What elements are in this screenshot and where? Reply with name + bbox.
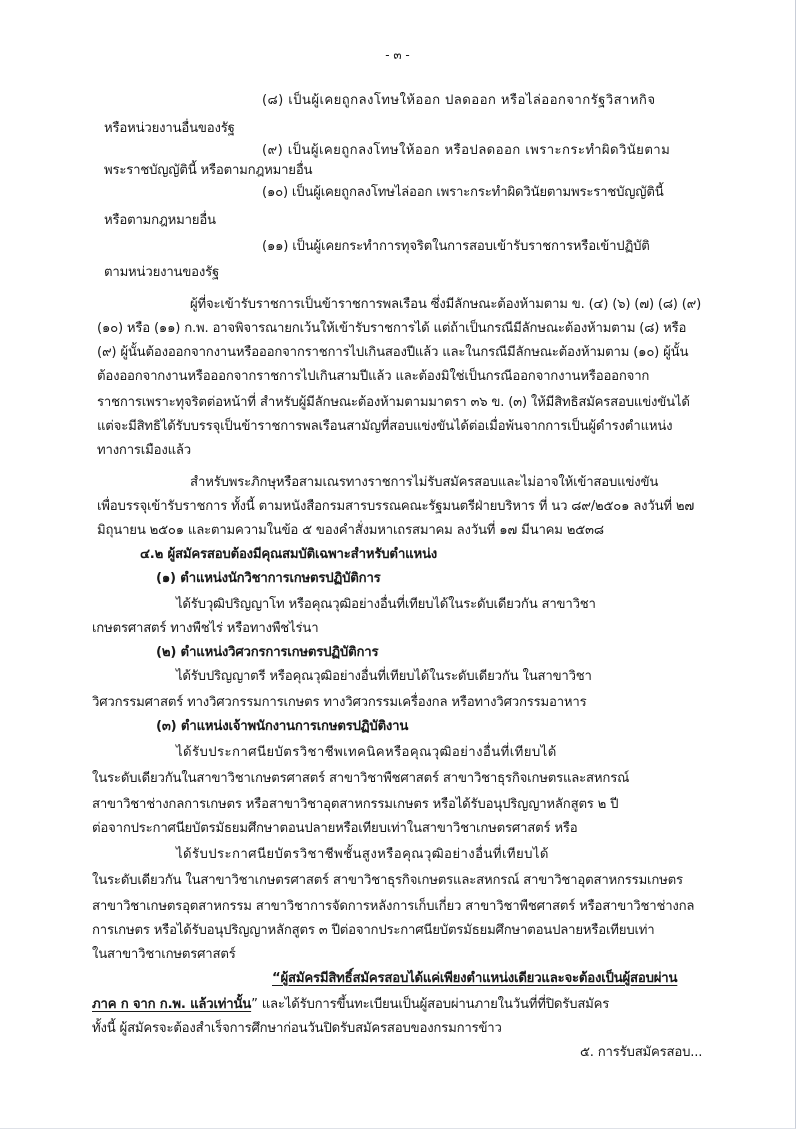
position-3-line-2: ในระดับเดียวกันในสาขาวิชาเกษตรศาสตร์ สาขาวิชาพืชศาสตร์ สาขาวิชาธุรกิจเกษตรและสหกรณ์ <box>92 771 630 786</box>
exemption-line-7: ทางการเมืองแล้ว <box>97 443 191 458</box>
position-3-line-8: การเกษตร หรือได้รับอนุปริญญาหลักสูตร ๓ ปีต่อจากประกาศนียบัตรมัธยมศึกษาตอนปลายหรือเทียบเท่า <box>92 923 655 938</box>
exemption-line-3: (๙) ผู้นั้นต้องออกจากงานหรือออกจากราชการไปเกินสองปีแล้ว และในกรณีมีลักษณะต้องห้ามตาม (๑๐) ผู้นั้น <box>97 345 689 360</box>
monk-line-1: สำหรับพระภิกษุหรือสามเณรทางราชการไม่รับสมัครสอบและไม่อาจให้เข้าสอบแข่งขัน <box>190 475 659 490</box>
disqualification-9-line1: (๙) เป็นผู้เคยถูกลงโทษให้ออก หรือปลดออก เพราะกระทำผิดวินัยตาม <box>262 143 671 158</box>
notice-emphasis-line-1: “ผู้สมัครมีสิทธิ์สมัครสอบได้แค่เพียงตำแหน่งเดียวและจะต้องเป็นผู้สอบผ่าน <box>272 971 678 986</box>
disqualification-11-line1: (๑๑) เป็นผู้เคยกระทำการทุจริตในการสอบเข้ารับราชการหรือเข้าปฏิบัติ <box>262 239 650 254</box>
position-2-title: (๒) ตำแหน่งวิศวกรการเกษตรปฏิบัติการ <box>156 645 379 660</box>
position-3-title: (๓) ตำแหน่งเจ้าพนักงานการเกษตรปฏิบัติงาน <box>156 719 409 734</box>
notice-rest-line-2: ” และได้รับการขึ้นทะเบียนเป็นผู้สอบผ่านภายในวันที่ที่ปิดรับสมัคร <box>251 997 610 1012</box>
position-3-line-9: ในสาขาวิชาเกษตรศาสตร์ <box>92 947 236 962</box>
position-3-line-1: ได้รับประกาศนียบัตรวิชาชีพเทคนิคหรือคุณวุฒิอย่างอื่นที่เทียบได้ <box>176 745 557 760</box>
notice-emphasis-line-2: ภาค ก จาก ก.พ. แล้วเท่านั้น <box>92 997 252 1012</box>
disqualification-8-line2: หรือหน่วยงานอื่นของรัฐ <box>104 121 235 136</box>
position-3-line-3: สาขาวิชาช่างกลการเกษตร หรือสาขาวิชาอุตสาหกรรมเกษตร หรือได้รับอนุปริญญาหลักสูตร ๒ ปี <box>92 797 619 812</box>
notice-line-3: ทั้งนี้ ผู้สมัครจะต้องสำเร็จการศึกษาก่อนวันปิดรับสมัครสอบของกรมการข้าว <box>92 1021 502 1036</box>
position-1-line-1: ได้รับวุฒิปริญญาโท หรือคุณวุฒิอย่างอื่นที่เทียบได้ในระดับเดียวกัน สาขาวิชา <box>176 597 596 612</box>
exemption-line-6: แต่จะมีสิทธิได้รับบรรจุเป็นข้าราชการพลเรือนสามัญที่สอบแข่งขันได้ต่อเมื่อพ้นจากการเป็นผู้ดำรงตำแหน่ง <box>97 419 673 434</box>
position-1-line-2: เกษตรศาสตร์ ทางพืชไร่ หรือทางพืชไร่นา <box>92 621 319 636</box>
notice-line-2 <box>92 996 609 1014</box>
disqualification-9-line2: พระราชบัญญัตินี้ หรือตามกฎหมายอื่น <box>104 163 313 178</box>
position-3-line-4: ต่อจากประกาศนียบัตรมัธยมศึกษาตอนปลายหรือเทียบเท่าในสาขาวิชาเกษตรศาสตร์ หรือ <box>92 821 578 836</box>
exemption-line-1: ผู้ที่จะเข้ารับราชการเป็นข้าราชการพลเรือน ซึ่งมีลักษณะต้องห้ามตาม ข. (๔) (๖) (๗) (๘) (๙) <box>190 297 702 312</box>
position-1-title: (๑) ตำแหน่งนักวิชาการเกษตรปฏิบัติการ <box>156 571 381 586</box>
section-heading-4-2: ๔.๒ ผู้สมัครสอบต้องมีคุณสมบัติเฉพาะสำหรับตำแหน่ง <box>140 547 438 562</box>
page-number: - ๓ - <box>385 48 410 62</box>
position-3-line-6: ในระดับเดียวกัน ในสาขาวิชาเกษตรศาสตร์ สาขาวิชาธุรกิจเกษตรและสหกรณ์ สาขาวิชาอุตสาหกรรมเกษตร <box>92 873 683 888</box>
disqualification-10-line1: (๑๐) เป็นผู้เคยถูกลงโทษไล่ออก เพราะกระทำผิดวินัยตามพระราชบัญญัตินี้ <box>262 185 664 200</box>
position-3-line-7: สาขาวิชาเกษตรอุตสาหกรรม สาขาวิชาการจัดการหลังการเก็บเกี่ยว สาขาวิชาพืชศาสตร์ หรือสาขาวิชาช่างกล <box>92 899 695 914</box>
position-3-line-5: ได้รับประกาศนียบัตรวิชาชีพชั้นสูงหรือคุณวุฒิอย่างอื่นที่เทียบได้ <box>176 847 549 862</box>
exemption-line-4: ต้องออกจากงานหรือออกจากราชการไปเกินสามปีแล้ว และต้องมิใช่เป็นกรณีออกจากงานหรือออกจาก <box>97 369 650 384</box>
position-2-line-2: วิศวกรรมศาสตร์ ทางวิศวกรรมการเกษตร ทางวิศวกรรมเครื่องกล หรือทางวิศวกรรมอาหาร <box>92 695 587 710</box>
position-2-line-1: ได้รับปริญญาตรี หรือคุณวุฒิอย่างอื่นที่เทียบได้ในระดับเดียวกัน ในสาขาวิชา <box>176 669 592 684</box>
disqualification-10-line2: หรือตามกฎหมายอื่น <box>104 213 216 228</box>
monk-line-3: มิถุนายน ๒๕๐๑ และตามความในข้อ ๕ ของคำสั่งมหาเถรสมาคม ลงวันที่ ๑๗ มีนาคม ๒๕๓๘ <box>97 523 604 538</box>
exemption-line-2: (๑๐) หรือ (๑๑) ก.พ. อาจพิจารณายกเว้นให้เข้ารับราชการได้ แต่ถ้าเป็นกรณีมีลักษณะต้องห้ามตาม (๘) หรือ <box>97 321 687 336</box>
disqualification-11-line2: ตามหน่วยงานของรัฐ <box>104 265 220 280</box>
monk-line-2: เพื่อบรรจุเข้ารับราชการ ทั้งนี้ ตามหนังสือกรมสารบรรณคณะรัฐมนตรีฝ่ายบริหาร ที่ นว ๘๙/๒๕๐๑ ลงวันที่ ๒๗ <box>97 499 695 514</box>
continuation-marker: ๕. การรับสมัครสอบ... <box>580 1045 703 1060</box>
exemption-line-5: ราชการเพราะทุจริตต่อหน้าที่ สำหรับผู้มีลักษณะต้องห้ามตามมาตรา ๓๖ ข. (๓) ให้มีสิทธิสมัครสอบแข่งขันได้ <box>97 395 690 410</box>
disqualification-8-line1: (๘) เป็นผู้เคยถูกลงโทษให้ออก ปลดออก หรือไล่ออกจากรัฐวิสาหกิจ <box>262 93 656 108</box>
